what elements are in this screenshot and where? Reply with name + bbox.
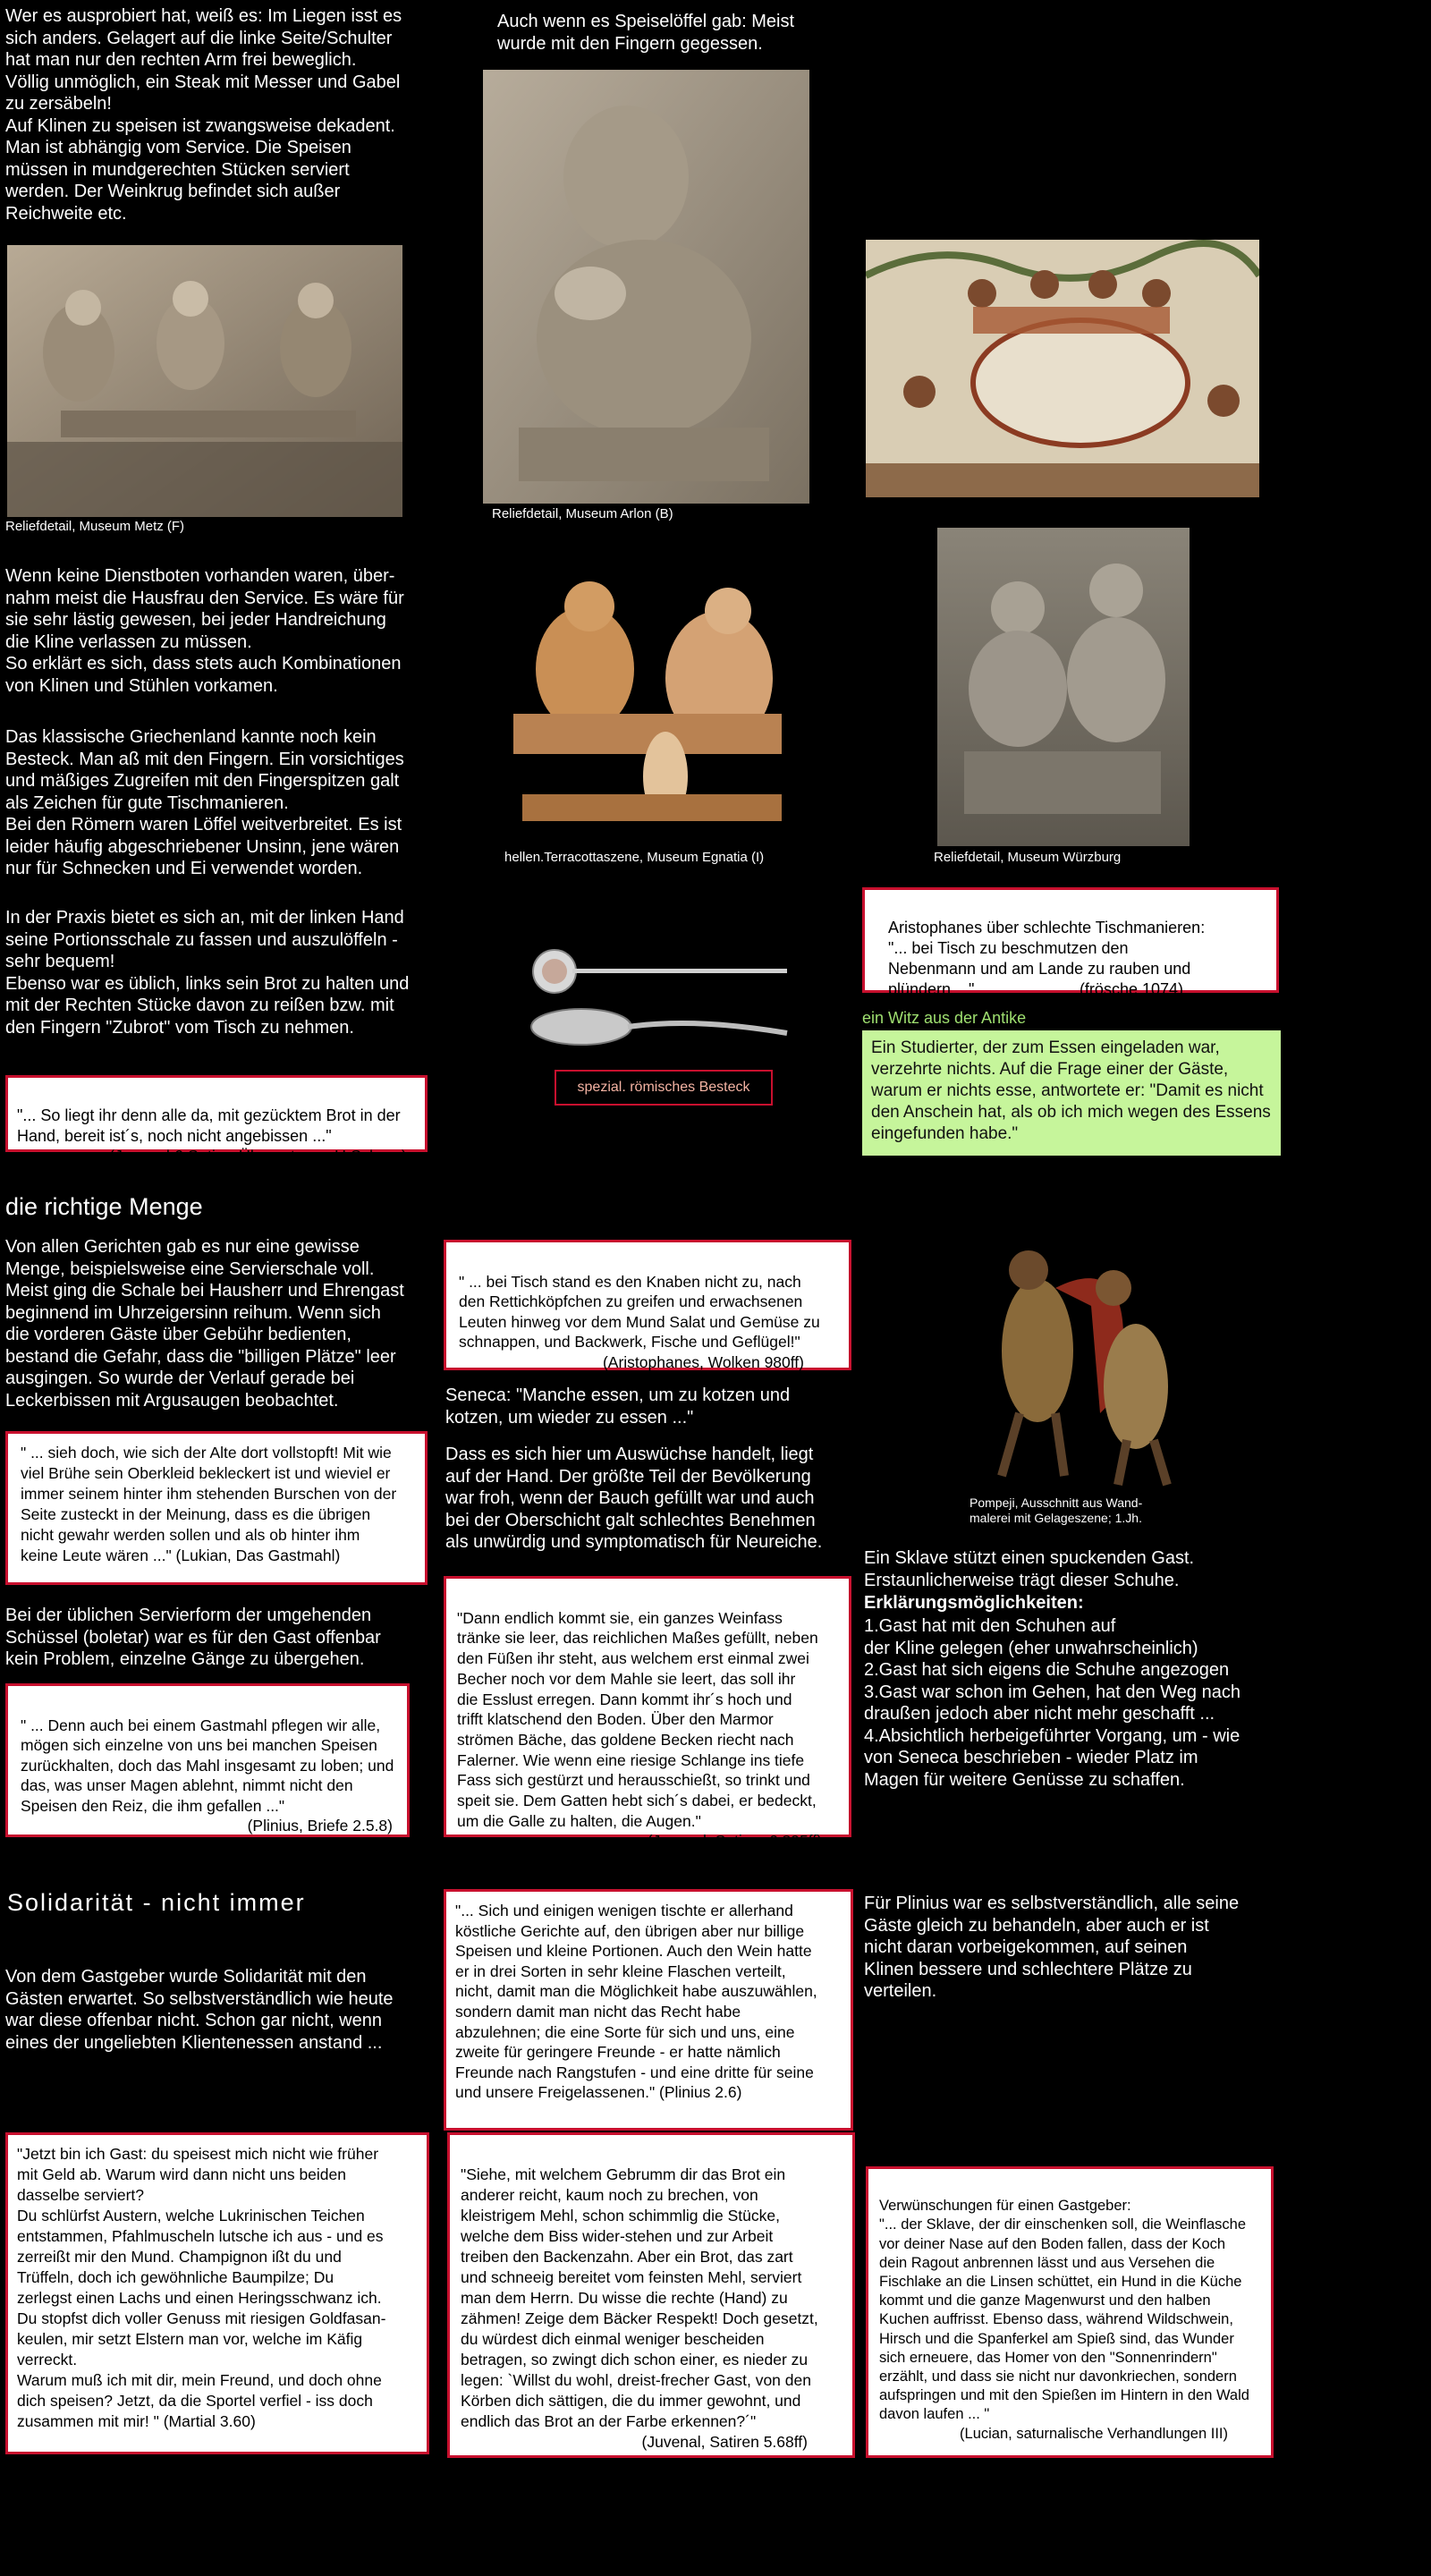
greek-text: Das klassische Griechenland kannte noch kein Besteck. Man aß mit den Fingern. Ein vorsichtiges und mäßiges Zugreifen mit den Fingerspitzen galt als Zeichen für gute Tischmanieren. Bei den Römern waren Löffel weitverbreitet. Es ist leider häufig abgeschriebener Unsinn, jene wären nur für Schnecken und Ei verwendet worden. <box>5 727 404 878</box>
service-text: Wenn keine Dienstboten vorhanden waren, über- nahm meist die Hausfrau den Service. Es wäre für sie sehr lästig gewesen, bei jeder Handreichung die Kline verlassen zu müssen. So erklärt es sich, dass stets auch Kombinationen von Klinen und Stühlen vorkamen. <box>5 566 404 696</box>
quote-text: "Siehe, mit welchem Gebrumm dir das Brot ein anderer reicht, kaum noch zu brechen, von kleistrigem Mehl, schon schimmlig die Stücke, welche dem Biss wider-stehen und zur Arbeit treiben den Backenzahn. Aber ein Brot, das zart und schneeig bereitet vom feinsten Mehl, serviert man dem Herrn. Du wisse die rechte (Hand) zu zähmen! Zeige dem Bäcker Respekt! Doch gesetzt, du würdest dich einmal weniger bescheiden betragen, so zwingt dich schon einer, es nieder zu legen: `Willst du wohl, dreist-frecher Gast, von den Körben dich sättigen, die du immer gewohnt, und endlich das Brot an der Farbe erkennen?´" <box>461 2165 818 2430</box>
praxis-text: In der Praxis bietet es sich an, mit der linken Hand seine Portionsschale zu fassen und auszulöffeln - sehr bequem! Ebenso war es üblich, links sein Brot zu halten und mit der Rechten Stücke davon zu reißen bzw. mit den Fingern "Zubrot" vom Tisch zu nehmen. <box>5 908 410 1038</box>
cutlery-image <box>528 939 796 1055</box>
quote-text: " ... Denn auch bei einem Gastmahl pflegen wir alle, mögen sich einzelne von uns bei manchen Speisen zurückhalten, doch das Mahl insgesamt zu loben; und das, was unser Magen ablehnt, nimmt nicht den Speisen den Reiz, die ihm gefallen ..." <box>21 1716 394 1815</box>
quote-lukian: " ... sieh doch, wie sich der Alte dort vollstopft! Mit wie viel Brühe sein Oberkleid bekleckert ist und wieviel er immer seinem hinter ihm stehenden Burschen von der Seite zusteckt in der Meinung, dass es die übrigen nicht gewahr werden sollen und als ob hinter ihm keine Leute wären ..." (Lukian, Das Gastmahl) <box>5 1431 428 1585</box>
heading-solidaritaet: Solidarität - nicht immer <box>7 1889 306 1916</box>
quote-citation: (Juvenal 6.Satire, Übersetzung H.Schnur) <box>108 1148 407 1165</box>
quote-citation: (Juvenal, Satiren 5.68ff) <box>641 2433 808 2451</box>
relief-metz-image <box>7 245 402 517</box>
intro-text: Wer es ausprobiert hat, weiß es: Im Liegen isst es sich anders. Gelagert auf die linke Seite/Schulter hat man nur den rechten Arm frei beweglich. Völlig unmöglich, ein Steak mit Messer und Gabel zu zersäbeln! Auf Klinen zu speisen ist zwangsweise dekadent. Man ist abhängig vom Service. Die Speisen müssen in mundgerechten Stücken serviert werden. Der Weinkrug befindet sich außer Reichweite etc. <box>5 6 402 224</box>
quote-citation: (frösche 1074) <box>1079 980 1183 998</box>
quote-citation: (Plinius, Briefe 2.5.8) <box>247 1817 393 1835</box>
terracotta-scene-image <box>487 562 819 846</box>
spoon-text: Auch wenn es Speiselöffel gab: Meist wurde mit den Fingern gegessen. <box>497 12 795 54</box>
quote-text: "... So liegt ihr denn alle da, mit gezücktem Brot in der Hand, bereit ist´s, noch nicht angebissen ..." <box>17 1106 401 1145</box>
quote-citation: (Lucian, saturnalische Verhandlungen III) <box>960 2425 1228 2442</box>
relief-wuerzburg-image <box>937 528 1190 846</box>
sklave-list: 1.Gast hat mit den Schuhen auf der Kline gelegen (eher unwahrscheinlich) 2.Gast hat sich eigens die Schuhe angezogen 3.Gast war schon im Gehen, hat den Weg nach draußen jedoch aber nicht mehr geschafft ... 4.Absichtlich herbeigeführter Vorgang, um - wie von Seneca beschrieben - wieder Platz im Magen für weitere Genüsse zu schaffen. <box>864 1616 1240 1790</box>
cutlery-label: spezial. römisches Besteck <box>555 1070 773 1106</box>
mosaic-banquet-image <box>866 240 1259 497</box>
quote-citation: (Juvenal, Satiren 6.395ff) <box>647 1832 822 1851</box>
quote-juvenal-6 <box>5 1075 428 1165</box>
plinius-right-text: Für Plinius war es selbstverständlich, alle seine Gäste gleich zu behandeln, aber auch er ist nicht daran vorbeigekommen, auf seinen Klinen bessere und schlechtere Plätze zu verteilen. <box>864 1894 1240 2001</box>
menge-text: Von allen Gerichten gab es nur eine gewisse Menge, beispielsweise eine Servierschale voll. Meist ging die Schale bei Hausherr und Ehrengast beginnend im Uhrzeigersinn reihum. Wenn sich die vorderen Gäste über Gebühr bedienten, bestand die Gefahr, dass die "billigen Plätze" leer ausgingen. So wurde der Verlauf gerade bei Leckerbissen mit Argusaugen beobachtet. <box>5 1237 404 1411</box>
caption-arlon: Reliefdetail, Museum Arlon (B) <box>492 506 673 521</box>
auswuchs-text: Dass es sich hier um Auswüchse handelt, liegt auf der Hand. Der größte Teil der Bevölkerung war froh, wenn der Bauch gefüllt war und auch bei der Oberschicht galt schlechtes Benehmen als unwürdig und symptomatisch für Neureiche. <box>445 1445 823 1552</box>
caption-wuerzburg: Reliefdetail, Museum Würzburg <box>934 850 1122 865</box>
boletar-text: Bei der üblichen Servierform der umgehenden Schüssel (boletar) war es für den Gast offenbar kein Problem, einzelne Gänge zu übergehen. <box>5 1606 381 1669</box>
joke-title: ein Witz aus der Antike <box>862 1009 1027 1027</box>
relief-arlon-image <box>483 70 809 504</box>
joke-box: Ein Studierter, der zum Essen eingeladen war, verzehrte nichts. Auf die Frage einer der Gäste, warum er nichts esse, antwortete er: "Damit es nicht den Anschein hat, als ob ich mich wegen des Essens eingefunden habe." <box>862 1030 1281 1156</box>
quote-citation: (Aristophanes, Wolken 980ff) <box>602 1352 804 1371</box>
quote-text: " ... bei Tisch stand es den Knaben nicht zu, nach den Rettichköpfchen zu greifen und erwachsenen Leuten hinweg vor dem Mund Salat und Gemüse zu schnappen, und Backwerk, Fische und Geflügel!" <box>459 1272 820 1351</box>
caption-egnatia: hellen.Terracottaszene, Museum Egnatia (I) <box>504 850 765 865</box>
quote-juvenal-568 <box>447 2132 855 2458</box>
quote-martial: "Jetzt bin ich Gast: du speisest mich nicht wie früher mit Geld ab. Warum wird dann nicht uns beiden dasselbe serviert? Du schlürfst Austern, welche Lukrinischen Teichen entstammen, Pfahlmuscheln lutsche ich aus - und es zerreißt mir den Mund. Champignon ißt du und Trüffeln, doch ich gewöhnliche Baumpilze; Du zerlegst einen Lachs und einen Heringsschwanz ich. Du stopfst dich voller Genuss mit riesigen Goldfasan- keulen, mir setzt Elstern man vor, welche im Käfig verreckt. Warum muß ich mit dir, mein Freund, und doch ohne dich speisen? Jetzt, da die Sportel verfiel - iss doch zusammen mit mir! " (Martial 3.60) <box>5 2132 429 2454</box>
quote-juvenal-6395 <box>444 1576 851 1851</box>
quote-plinius-briefe <box>5 1683 410 1837</box>
quote-text: Verwünschungen für einen Gastgeber: "... der Sklave, der dir einschenken soll, die Weinflasche vor deiner Nase auf den Boden fallen, dass der Koch dein Ragout anbrennen lässt und aus Versehen die Fischlake an die Linsen schüttet, ein Hund in die Küche kommt und die ganze Magenwurst und den halben Kuchen auffrisst. Ebenso dass, während Wildschwein, Hirsch und die Spanferkel am Spieß sind, das Wunder sich erneuere, das Homer von den "Sonnenrindern" erzählt, und dass sie nicht nur davonkriechen, sondern aufspringen und mit den Spießen im Hintern in den Wald davon laufen ... " <box>879 2198 1249 2423</box>
sklave-intro: Ein Sklave stützt einen spuckenden Gast. Erstaunlicherweise trägt dieser Schuhe. <box>864 1548 1195 1590</box>
quote-aristophanes-frogs <box>862 887 1279 998</box>
quote-lucian <box>866 2166 1274 2458</box>
quote-text: "Dann endlich kommt sie, ein ganzes Weinfass tränke sie leer, das reichlichen Maßes gefüllt, neben den Füßen ihr steht, aus welchem erst einmal zwei Becher noch vor dem Mahle sie leert, das soll ihr die Esslust erregen. Dann kommt ihr´s hoch und trifft klatschend den Boden. Über den Marmor strömen Bäche, das goldene Becken riecht nach Falerner. Wie wenn eine riesige Schlange ins tiefe Fass sich gestürzt und herausschießt, so trinkt und speit sie. Dem Gatten hebt sich´s dabei, er bedeckt, um die Galle zu halten, die Augen." <box>457 1608 818 1830</box>
quote-text: Aristophanes über schlechte Tischmanieren: "... bei Tisch zu beschmutzen den Nebenmann und am Lande zu rauben und plündern ..." <box>888 919 1206 998</box>
sklave-heading: Erklärungsmöglichkeiten: <box>864 1593 1084 1613</box>
heading-richtige-menge: die richtige Menge <box>5 1193 203 1220</box>
quote-aristophanes-clouds <box>444 1240 851 1370</box>
seneca-text: Seneca: "Manche essen, um zu kotzen und kotzen, um wieder zu essen ..." <box>445 1385 791 1428</box>
caption-metz: Reliefdetail, Museum Metz (F) <box>5 519 185 534</box>
quote-plinius-26: "... Sich und einigen wenigen tischte er allerhand köstliche Gerichte auf, den übrigen aber nur billige Speisen und kleine Portionen. Auch den Wein hatte er in drei Sorten in sehr kleine Flaschen verteilt, nicht, damit man die Möglichkeit habe auszuwählen, sondern damit man nicht das Recht habe abzulehnen; die eine Sorte für sich und uns, eine zweite für geringere Freunde - er hatte nämlich Freunde nach Rangstufen - und eine dritte für seine und unsere Freigelassenen." (Plinius 2.6) <box>444 1889 853 2131</box>
pompeji-painting-image <box>966 1234 1181 1494</box>
solidaritaet-text: Von dem Gastgeber wurde Solidarität mit den Gästen erwartet. So selbstverständlich wie heute war diese offenbar nicht. Schon gar nicht, wenn eines der ungeliebten Klientenessen anstand ... <box>5 1967 394 2053</box>
caption-pompeji: Pompeji, Ausschnitt aus Wand- malerei mit Gelageszene; 1.Jh. <box>970 1496 1143 1525</box>
